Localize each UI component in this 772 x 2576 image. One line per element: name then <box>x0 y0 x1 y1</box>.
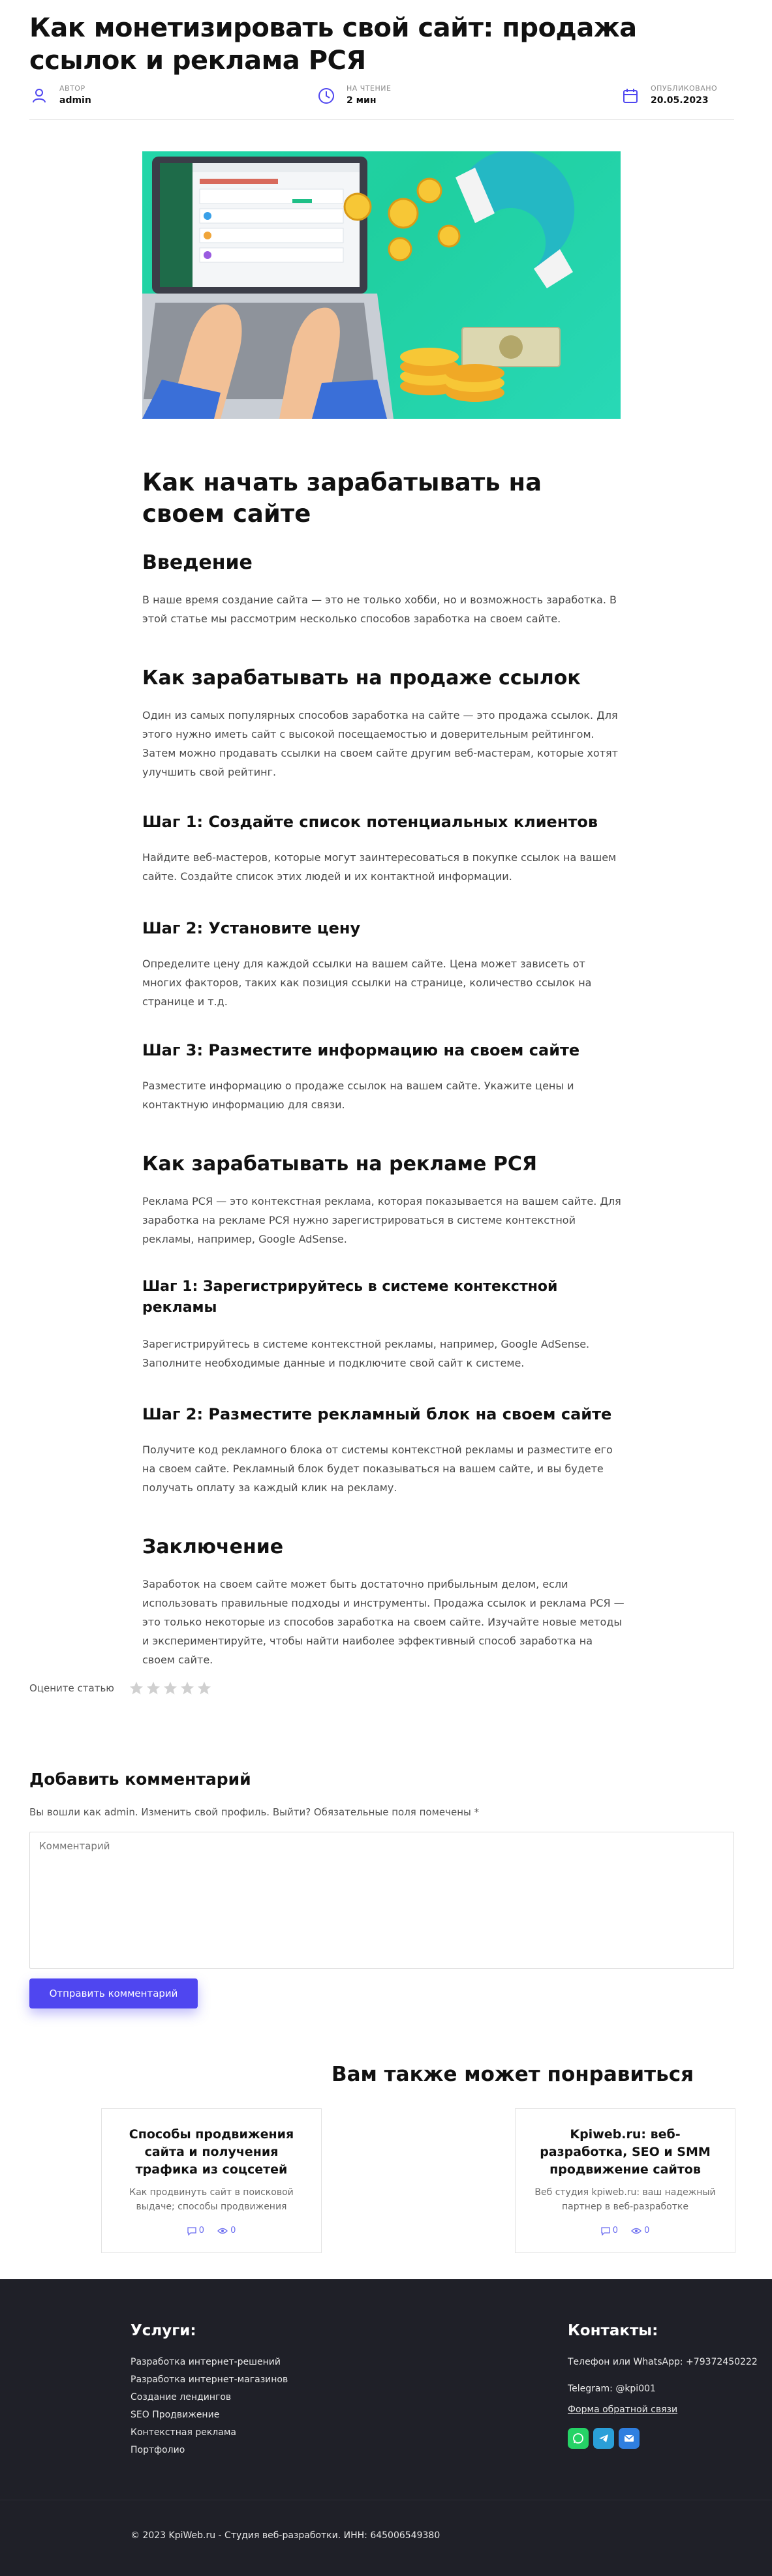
step3-heading: Шаг 3: Разместите информацию на своем сайте <box>142 1041 580 1059</box>
clock-icon <box>317 86 336 106</box>
eye-icon <box>631 2226 641 2235</box>
views-count <box>217 2226 236 2235</box>
meta-published-value: 20.05.2023 <box>651 95 709 106</box>
footer-copyright: © 2023 KpiWeb.ru - Студия веб-разработки. ИНН: 645006549380 <box>131 2530 440 2541</box>
links-heading: Как зарабатывать на продаже ссылок <box>142 667 581 689</box>
meta-author-value[interactable]: admin <box>59 95 91 106</box>
step3-text: Разместите информацию о продаже ссылок на вашем сайте. Укажите цены и контактную информацию для связи. <box>142 1080 574 1111</box>
meta-published-label: ОПУБЛИКОВАНО <box>651 84 718 93</box>
meta-author-label: АВТОР <box>59 84 85 93</box>
comment-form-title: Добавить комментарий <box>29 1770 251 1789</box>
comments-count <box>187 2226 204 2235</box>
article-main-heading: Как начать зарабатывать на своем сайте <box>142 468 542 528</box>
star-icon[interactable] <box>162 1680 178 1696</box>
site-footer <box>0 2279 772 2576</box>
step1-text: Найдите веб-мастеров, которые могут заинтересоваться в покупке ссылок на вашем сайте. Создайте список этих людей и их контактной информации. <box>142 851 617 883</box>
conclusion-text: Заработок на своем сайте может быть достаточно прибыльным делом, если использовать правильные подходы и инструменты. Продажа ссылок и реклама РСЯ — это только некоторые из способов заработка на своем сайте. Изучайте новые методы и экспериментируйте, чтобы найти наиболее эффективный способ заработка на своем сайте. <box>142 1578 625 1666</box>
calendar-icon <box>621 86 640 106</box>
footer-service-link[interactable]: Разработка интернет-магазинов <box>131 2374 288 2385</box>
step2-heading: Шаг 2: Установите цену <box>142 919 361 937</box>
star-icon[interactable] <box>129 1680 144 1696</box>
star-icon[interactable] <box>179 1680 195 1696</box>
email-icon[interactable] <box>619 2428 640 2449</box>
links-text: Один из самых популярных способов заработка на сайте — это продажа ссылок. Для этого нужно иметь сайт с высокой посещаемостью и доверительным рейтингом. Затем можно продавать ссылки на своем сайте другим веб-мастерам, которые хотят улучшить свой рейтинг. <box>142 709 618 778</box>
post-meta <box>29 83 734 120</box>
intro-heading: Введение <box>142 551 253 574</box>
related-card-meta <box>516 2226 735 2235</box>
meta-read-value: 2 мин <box>347 95 377 106</box>
step1-heading: Шаг 1: Создайте список потенциальных клиентов <box>142 813 598 831</box>
related-card-title[interactable]: Способы продвижения сайта и получения трафика из соцсетей <box>129 2127 294 2177</box>
related-title: Вам также может понравиться <box>332 2063 694 2086</box>
meta-published <box>621 83 717 107</box>
footer-feedback-link[interactable]: Форма обратной связи <box>568 2404 678 2415</box>
telegram-icon[interactable] <box>593 2428 614 2449</box>
comments-count-value: 0 <box>198 2226 204 2235</box>
footer-service-link[interactable]: SEO Продвижение <box>131 2410 220 2420</box>
comment-textarea[interactable] <box>29 1832 734 1969</box>
rsya-step1-heading: Шаг 1: Зарегистрируйтесь в системе контекстной рекламы <box>142 1279 558 1316</box>
footer-telegram[interactable]: Telegram: @kpi001 <box>568 2384 656 2394</box>
rsya-heading: Как зарабатывать на рекламе РСЯ <box>142 1153 537 1175</box>
meta-read-label: НА ЧТЕНИЕ <box>347 84 392 93</box>
user-icon <box>29 86 49 106</box>
related-card[interactable] <box>101 2108 322 2253</box>
rsya-step2-text: Получите код рекламного блока от системы контекстной рекламы и разместите его на своем сайте. Рекламный блок будет показываться на вашем сайте, и вы будете получать оплату за каждый клик на рекламу. <box>142 1444 613 1494</box>
comments-count <box>601 2226 618 2235</box>
rsya-step1-text: Зарегистрируйтесь в системе контекстной рекламы, например, Google AdSense. Заполните необходимые данные и подключите свой сайт к системе. <box>142 1338 590 1369</box>
footer-service-link[interactable]: Создание лендингов <box>131 2392 232 2402</box>
footer-service-link[interactable]: Портфолио <box>131 2445 185 2455</box>
eye-icon <box>217 2226 228 2235</box>
post-title: Как монетизировать свой сайт: продажа ссылок и реклама РСЯ <box>29 13 637 76</box>
footer-contacts-title: Контакты: <box>568 2322 658 2339</box>
laptop-illustration <box>142 151 621 419</box>
rating-label: Оцените статью <box>29 1682 114 1694</box>
views-count-value: 0 <box>644 2226 650 2235</box>
article-rating <box>29 1680 213 1696</box>
footer-phone[interactable]: Телефон или WhatsApp: +79372450222 <box>568 2357 758 2367</box>
related-card-meta <box>102 2226 321 2235</box>
star-icon[interactable] <box>196 1680 212 1696</box>
footer-services-list <box>131 2354 288 2459</box>
submit-comment-button[interactable]: Отправить комментарий <box>29 1978 198 2008</box>
comment-icon <box>187 2226 196 2235</box>
whatsapp-icon[interactable] <box>568 2428 589 2449</box>
step2-text: Определите цену для каждой ссылки на вашем сайте. Цена может зависеть от многих факторов, таких как позиция ссылки на странице, количество ссылок на странице и т.д. <box>142 958 592 1008</box>
meta-read-time <box>317 83 391 107</box>
comment-icon <box>601 2226 610 2235</box>
rsya-step2-heading: Шаг 2: Разместите рекламный блок на своем сайте <box>142 1405 612 1423</box>
related-card-excerpt: Веб студия kpiweb.ru: ваш надежный партнер в веб-разработке <box>534 2187 716 2212</box>
comment-logged-in-note: Вы вошли как admin. Изменить свой профиль. Выйти? Обязательные поля помечены * <box>29 1806 480 1818</box>
footer-service-link[interactable]: Контекстная реклама <box>131 2427 236 2438</box>
related-card-excerpt: Как продвинуть сайт в поисковой выдаче; способы продвижения <box>129 2187 294 2212</box>
views-count-value: 0 <box>230 2226 236 2235</box>
views-count <box>631 2226 649 2235</box>
related-card[interactable] <box>515 2108 735 2253</box>
intro-text: В наше время создание сайта — это не только хобби, но и возможность заработка. В этой статье мы рассмотрим несколько способов заработка на своем сайте. <box>142 594 617 625</box>
comments-count-value: 0 <box>612 2226 618 2235</box>
conclusion-heading: Заключение <box>142 1536 284 1558</box>
star-icon[interactable] <box>146 1680 161 1696</box>
hero-image <box>142 151 621 419</box>
rsya-text: Реклама РСЯ — это контекстная реклама, которая показывается на вашем сайте. Для заработка на рекламе РСЯ нужно зарегистрироваться в системе контекстной рекламы, например, Google AdSense. <box>142 1195 621 1245</box>
footer-service-link[interactable]: Разработка интернет-решений <box>131 2357 281 2367</box>
footer-socials <box>568 2428 644 2449</box>
meta-author <box>29 83 91 107</box>
footer-services-title: Услуги: <box>131 2322 196 2339</box>
related-card-title[interactable]: Kpiweb.ru: веб-разработка, SEO и SMM продвижение сайтов <box>540 2127 711 2177</box>
